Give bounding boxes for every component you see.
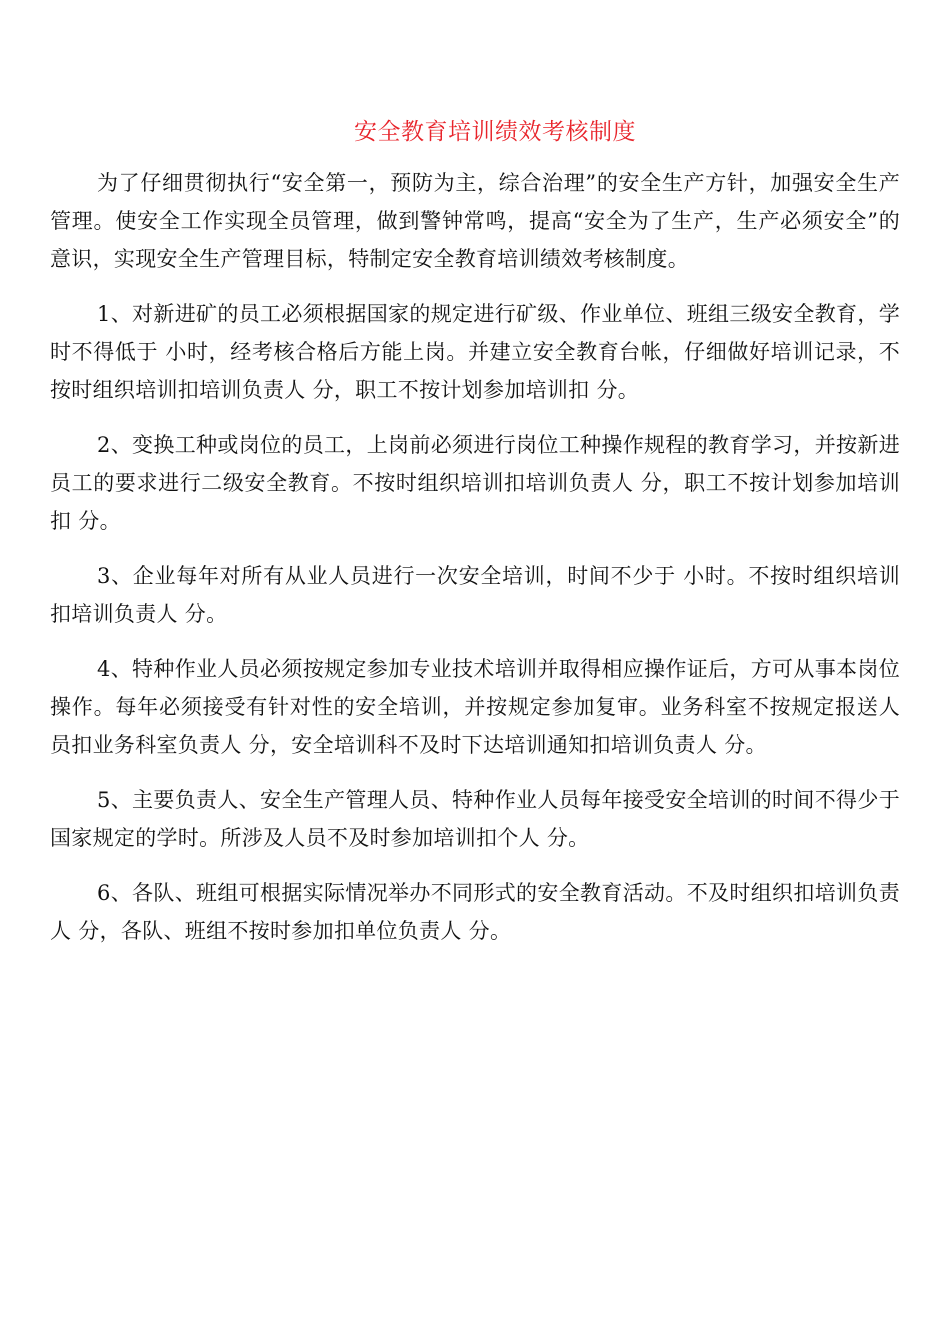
rule-paragraph-2: 2、变换工种或岗位的员工，上岗前必须进行岗位工种操作规程的教育学习，并按新进员工的要求进行二级安全教育。不按时组织培训扣培训负责人 分，职工不按计划参加培训扣 分。 [50,433,900,533]
document-body [50,164,900,967]
document-title: 安全教育培训绩效考核制度 [354,119,636,145]
intro-paragraph: 为了仔细贯彻执行“安全第一，预防为主，综合治理”的安全生产方针，加强安全生产管理。使安全工作实现全员管理，做到警钟常鸣，提高“安全为了生产，生产必须安全”的意识，实现安全生产管理目标，特制定安全教育培训绩效考核制度。 [50,171,900,271]
rule-paragraph-3: 3、企业每年对所有从业人员进行一次安全培训，时间不少于 小时。不按时组织培训扣培训负责人 分。 [50,564,900,626]
rule-paragraph-4: 4、特种作业人员必须按规定参加专业技术培训并取得相应操作证后，方可从事本岗位操作。每年必须接受有针对性的安全培训，并按规定参加复审。业务科室不按规定报送人员扣业务科室负责人 分，安全培训科不及时下达培训通知扣培训负责人 分。 [50,657,900,757]
rule-paragraph-6: 6、各队、班组可根据实际情况举办不同形式的安全教育活动。不及时组织扣培训负责人 分，各队、班组不按时参加扣单位负责人 分。 [50,881,900,943]
rule-paragraph-1: 1、对新进矿的员工必须根据国家的规定进行矿级、作业单位、班组三级安全教育，学时不得低于 小时，经考核合格后方能上岗。并建立安全教育台帐，仔细做好培训记录，不按时组织培训扣培训负责人 分，职工不按计划参加培训扣 分。 [50,302,900,402]
rule-paragraph-5: 5、主要负责人、安全生产管理人员、特种作业人员每年接受安全培训的时间不得少于国家规定的学时。所涉及人员不及时参加培训扣个人 分。 [50,788,900,850]
